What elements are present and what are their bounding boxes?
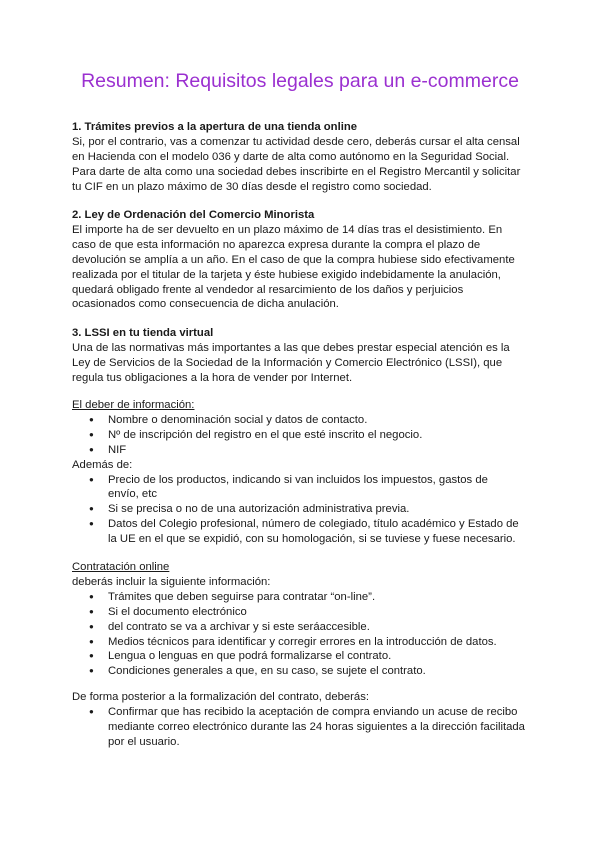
list-item: ● Condiciones generales a que, en su caso, se sujete el contrato. [72,664,528,679]
list-item: ● del contrato se va a archivar y si este seráaccesible. [72,620,528,635]
bullet-list [72,590,528,679]
document-title: Resumen: Requisitos legales para un e-commerce [81,70,519,92]
deber-informacion [72,398,528,547]
bullet-list [72,413,528,458]
list-item: ● NIF [72,443,528,458]
bullet-list [72,473,528,548]
list-item: ● Trámites que deben seguirse para contratar “on-line”. [72,590,528,605]
subsection-title: Contratación online [72,561,170,573]
contratacion-online [72,560,528,679]
section-body: Una de las normativas más importantes a las que debes prestar especial atención es la Ley de Servicios de la Sociedad de la Información y Comercio Electrónico (LSSI), que regula tus obligaciones a la hora de vender por Internet. [72,341,510,384]
ademas-label: Además de: [72,458,133,471]
subsection-title: El deber de información: [72,399,195,411]
bullet-list [72,705,528,750]
list-item: ● Lengua o lenguas en que podrá formalizarse el contrato. [72,649,528,664]
section-body: El importe ha de ser devuelto en un plazo máximo de 14 días tras el desistimiento. En caso de que esta información no aparezca expresa durante la compra el plazo de devolución se amplía a un año. En el caso de que la compra hubiese sido efectivamente realizada por el titular de la tarjeta y éste hubiese exigido indebidamente la anulación, quedará obligado frente al vendedor al resarcimiento de los daños y perjuicios ocasionados como consecuencia de dicha anulación. [72,223,515,311]
list-item: ● Nº de inscripción del registro en el que esté inscrito el negocio. [72,428,528,443]
section-body: Si, por el contrario, vas a comenzar tu actividad desde cero, deberás cursar el alta censal en Hacienda con el modelo 036 y darte de alta como autónomo en la Seguridad Social. Para darte de alta como una sociedad debes inscribirte en el Registro Mercantil y solicitar tu CIF en un plazo máximo de 30 días desde el registro como sociedad. [72,135,521,193]
section-heading: 3. LSSI en tu tienda virtual [72,327,214,339]
list-item: ● Confirmar que has recibido la aceptación de compra enviando un acuse de recibo mediante correo electrónico durante las 24 horas siguientes a la dirección facilitada por el usuario. [72,705,528,750]
list-item: ● Nombre o denominación social y datos de contacto. [72,413,528,428]
section-2 [72,208,528,312]
section-heading: 1. Trámites previos a la apertura de una tienda online [72,121,358,133]
list-item: ● Medios técnicos para identificar y corregir errores en la introducción de datos. [72,635,528,650]
section-3 [72,326,528,386]
list-item: ● Si se precisa o no de una autorización administrativa previa. [72,502,528,517]
subsection-intro: De forma posterior a la formalización del contrato, deberás: [72,691,370,703]
list-item: ● Si el documento electrónico [72,605,528,620]
list-item: ● Datos del Colegio profesional, número de colegiado, título académico y Estado de la UE en el que se expidió, con su homologación, si se tuviese y fuese necesario. [72,517,528,547]
formalizacion [72,690,528,750]
section-heading: 2. Ley de Ordenación del Comercio Minorista [72,209,315,221]
list-item: ● Precio de los productos, indicando si van incluidos los impuestos, gastos de envío, etc [72,473,528,503]
subsection-intro: deberás incluir la siguiente información: [72,575,271,588]
section-1 [72,120,528,195]
